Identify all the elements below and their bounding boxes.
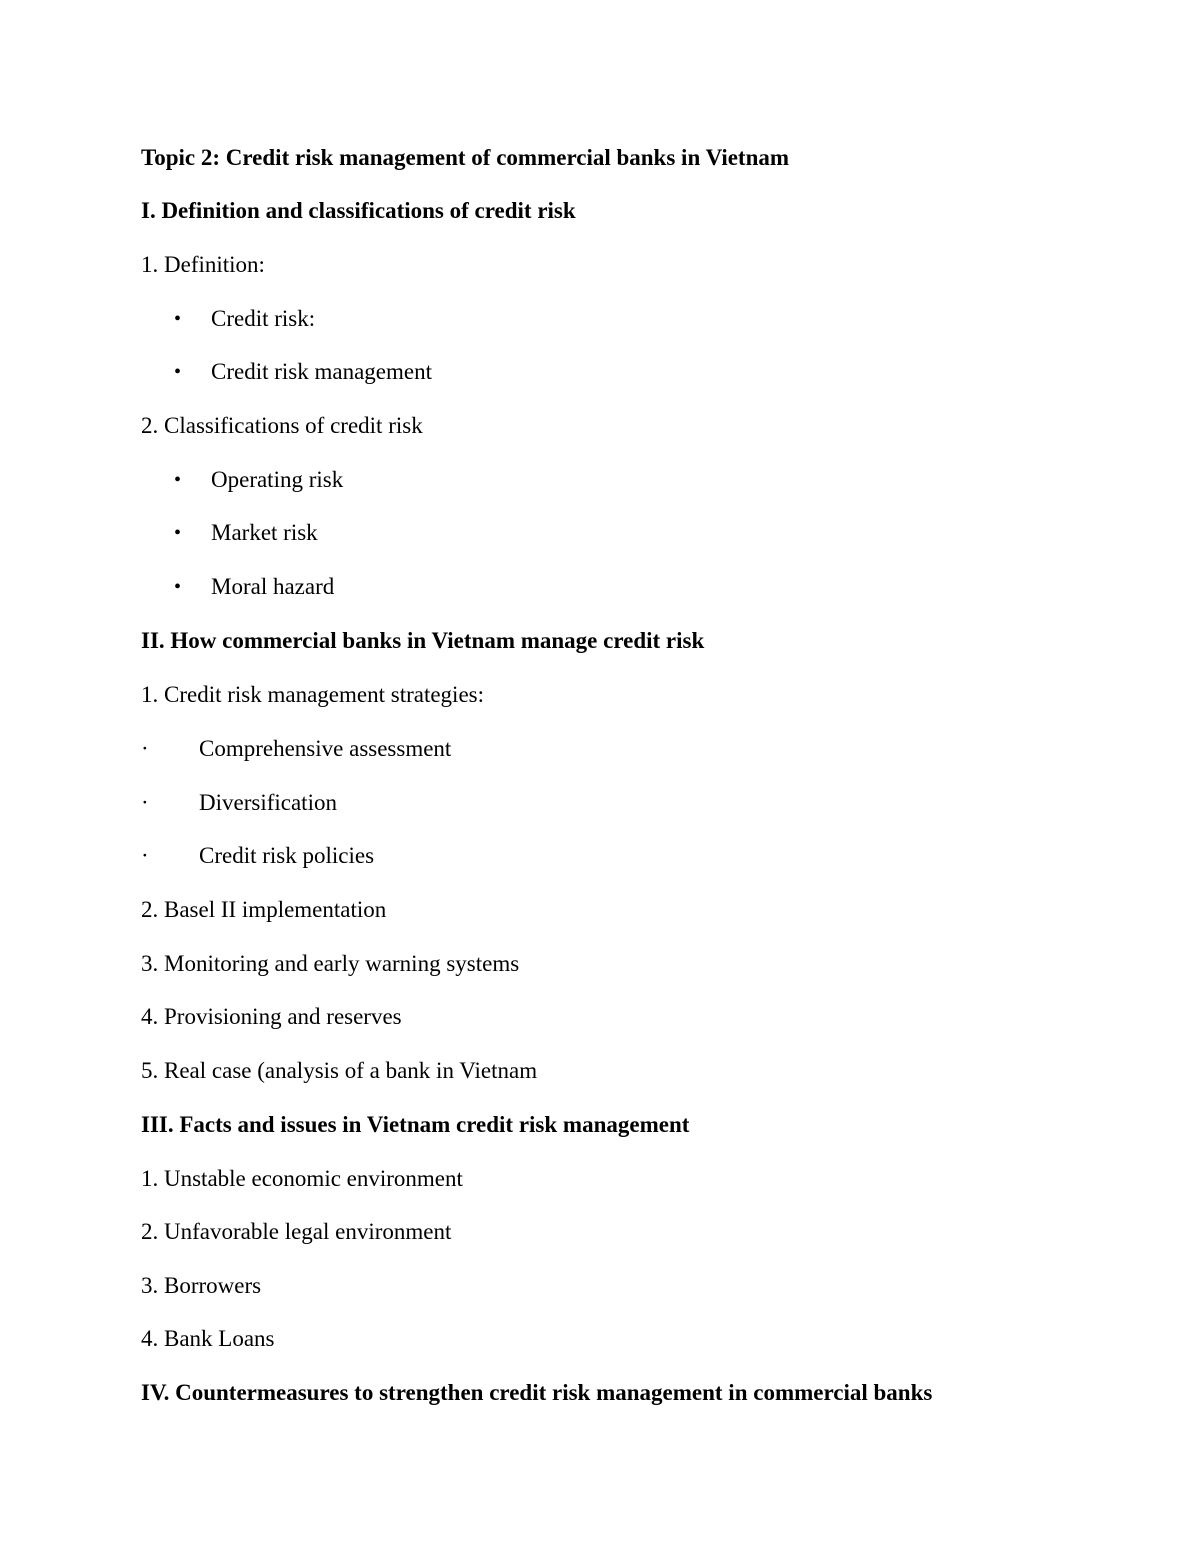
bullet-symbol: ·	[141, 790, 149, 815]
list-item: Diversification	[199, 790, 337, 815]
list-item: 3. Borrowers	[141, 1273, 262, 1298]
list-item: 4. Provisioning and reserves	[141, 1004, 402, 1029]
bullet-symbol: •	[174, 361, 182, 383]
list-item: 4. Bank Loans	[141, 1326, 275, 1351]
list-item: Comprehensive assessment	[199, 736, 452, 761]
list-item: Market risk	[211, 520, 318, 545]
list-item: Moral hazard	[211, 574, 335, 599]
bullet-symbol: ·	[141, 843, 149, 868]
list-item: 2. Unfavorable legal environment	[141, 1219, 452, 1244]
bullet-symbol: •	[174, 469, 182, 491]
bullet-symbol: •	[174, 522, 182, 544]
subheading-definition: 1. Definition:	[141, 252, 265, 277]
subheading-classifications: 2. Classifications of credit risk	[141, 413, 423, 438]
list-item: Operating risk	[211, 467, 344, 492]
document-title: Topic 2: Credit risk management of commercial banks in Vietnam	[141, 145, 790, 170]
list-item: 1. Unstable economic environment	[141, 1166, 463, 1191]
bullet-symbol: ·	[141, 736, 149, 761]
list-item: 2. Basel II implementation	[141, 897, 387, 922]
section-heading-3: III. Facts and issues in Vietnam credit risk management	[141, 1112, 690, 1137]
list-item: Credit risk:	[211, 306, 316, 331]
list-item: 5. Real case (analysis of a bank in Vietnam	[141, 1058, 538, 1083]
section-heading-4: IV. Countermeasures to strengthen credit risk management in commercial banks	[141, 1380, 933, 1405]
section-heading-1: I. Definition and classifications of credit risk	[141, 198, 576, 223]
list-item: Credit risk management	[211, 359, 432, 384]
bullet-symbol: •	[174, 576, 182, 598]
subheading-strategies: 1. Credit risk management strategies:	[141, 682, 484, 707]
list-item: Credit risk policies	[199, 843, 375, 868]
list-item: 3. Monitoring and early warning systems	[141, 951, 520, 976]
section-heading-2: II. How commercial banks in Vietnam manage credit risk	[141, 628, 705, 653]
bullet-symbol: •	[174, 308, 182, 330]
